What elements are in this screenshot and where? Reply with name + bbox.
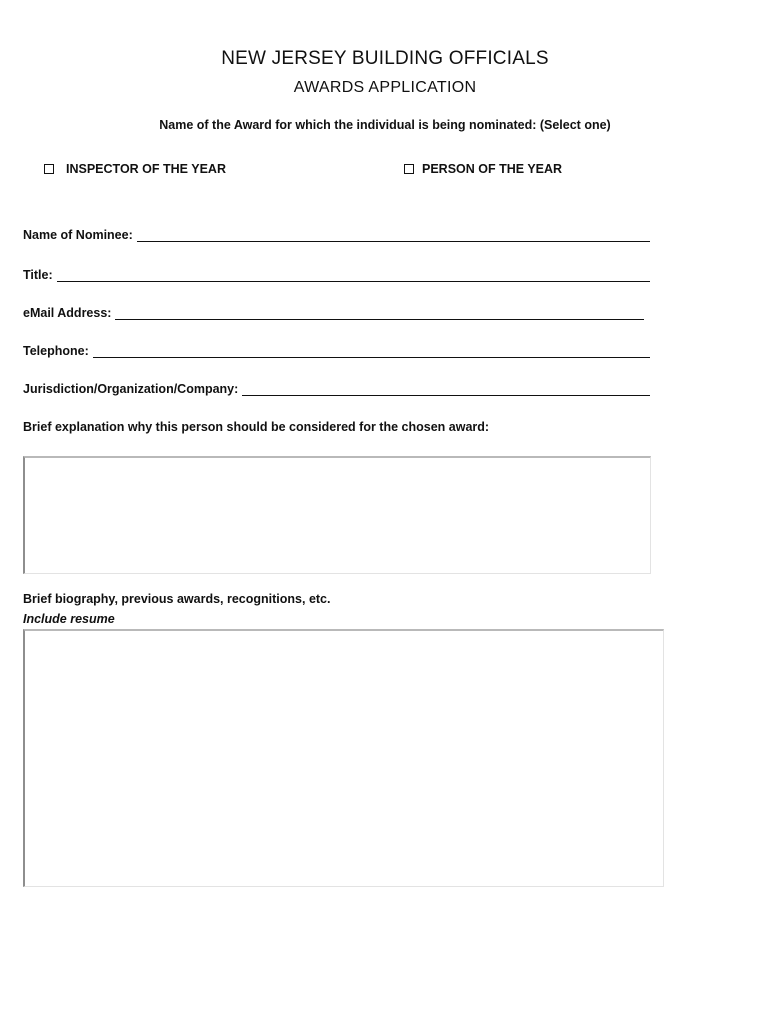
- form-subtitle: AWARDS APPLICATION: [293, 79, 477, 96]
- email-label: eMail Address:: [23, 306, 112, 320]
- nominee-label: Name of Nominee:: [23, 228, 133, 242]
- email-field: [23, 306, 644, 320]
- biography-textarea[interactable]: [23, 629, 664, 887]
- jurisdiction-field: [23, 382, 650, 396]
- telephone-label: Telephone:: [23, 344, 89, 358]
- person-of-the-year-label: PERSON OF THE YEAR: [422, 162, 563, 176]
- telephone-input[interactable]: [93, 344, 650, 358]
- biography-label: Brief biography, previous awards, recognitions, etc.: [23, 592, 331, 606]
- title-label: Title:: [23, 268, 53, 282]
- explanation-textarea[interactable]: [23, 456, 651, 574]
- title-input[interactable]: [57, 268, 650, 282]
- award-option-inspector[interactable]: [44, 162, 226, 176]
- jurisdiction-input[interactable]: [242, 382, 650, 396]
- nominee-field: [23, 228, 650, 242]
- award-option-person[interactable]: [404, 162, 562, 176]
- email-input[interactable]: [115, 306, 644, 320]
- telephone-field: [23, 344, 650, 358]
- nominee-input[interactable]: [137, 228, 650, 242]
- person-of-the-year-checkbox[interactable]: [404, 164, 414, 174]
- inspector-of-the-year-checkbox[interactable]: [44, 164, 54, 174]
- include-resume-note: Include resume: [23, 612, 115, 626]
- award-selection-prompt: Name of the Award for which the individual is being nominated: (Select one): [159, 118, 611, 132]
- inspector-of-the-year-label: INSPECTOR OF THE YEAR: [66, 162, 226, 176]
- form-title: NEW JERSEY BUILDING OFFICIALS: [221, 48, 549, 69]
- title-field: [23, 268, 650, 282]
- jurisdiction-label: Jurisdiction/Organization/Company:: [23, 382, 239, 396]
- explanation-label: Brief explanation why this person should be considered for the chosen award:: [23, 420, 490, 434]
